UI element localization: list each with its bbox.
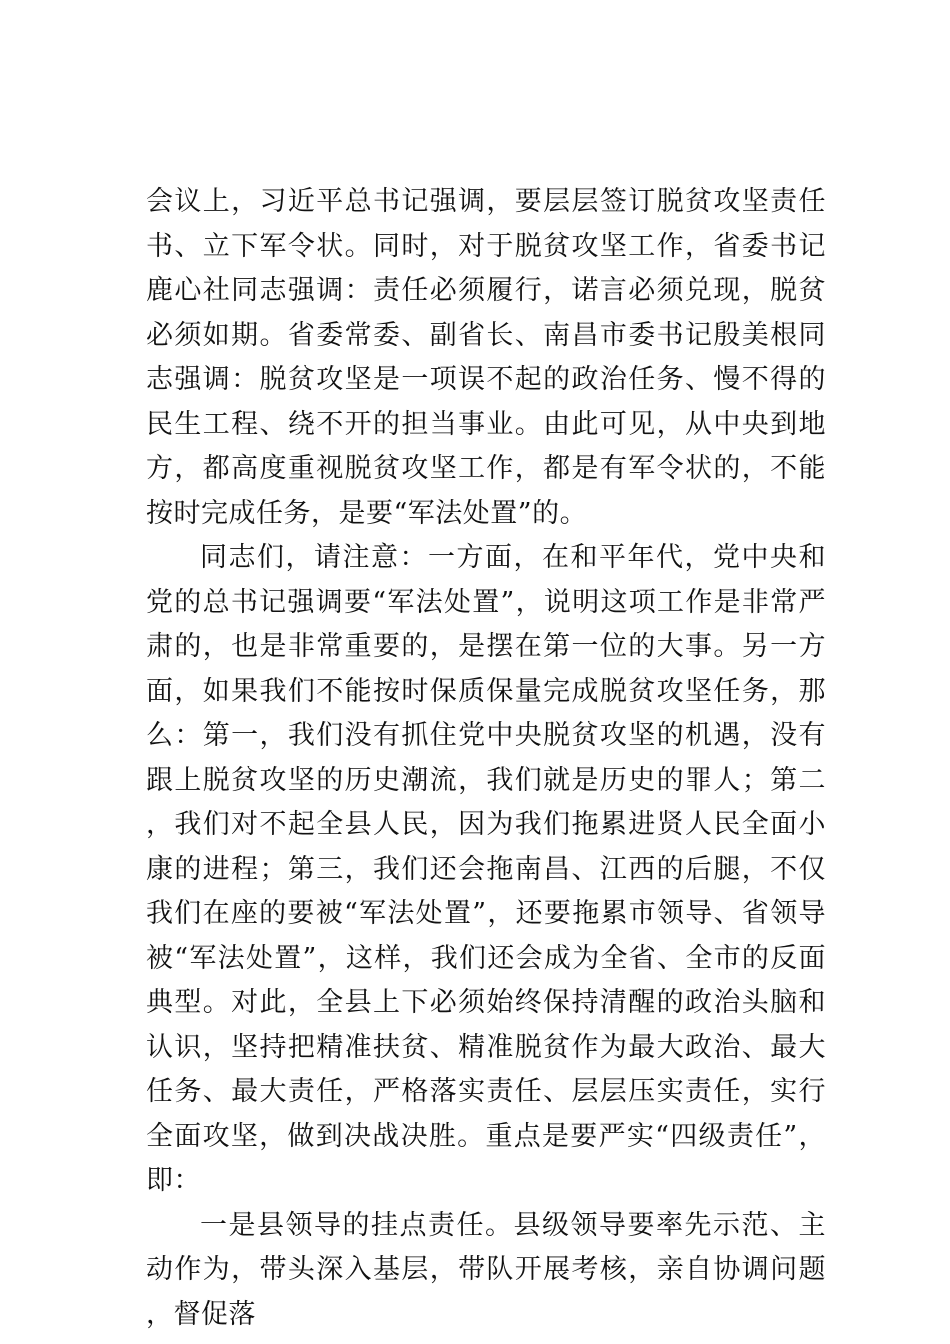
paragraph-3: 一是县领导的挂点责任。县级领导要率先示范、主动作为，带头深入基层，带队开展考核，亲自协调问题，督促落 <box>146 1209 826 1330</box>
paragraph-1: 会议上，习近平总书记强调，要层层签订脱贫攻坚责任书、立下军令状。同时，对于脱贫攻坚工作，省委书记鹿心社同志强调：责任必须履行，诺言必须兑现，脱贫必须如期。省委常委、副省长、南昌市委书记殷美根同志强调：脱贫攻坚是一项误不起的政治任务、慢不得的民生工程、绕不开的担当事业。由此可见，从中央到地方，都高度重视脱贫攻坚工作，都是有军令状的，不能按时完成任务，是要“军法处置”的。 <box>146 186 826 529</box>
paragraph-2: 同志们，请注意：一方面，在和平年代，党中央和党的总书记强调要“军法处置”，说明这项工作是非常严肃的，也是非常重要的，是摆在第一位的大事。另一方面，如果我们不能按时保质保量完成脱贫攻坚任务，那么：第一，我们没有抓住党中央脱贫攻坚的机遇，没有跟上脱贫攻坚的历史潮流，我们就是历史的罪人；第二，我们对不起全县人民，因为我们拖累进贤人民全面小康的进程；第三，我们还会拖南昌、江西的后腿，不仅我们在座的要被“军法处置”，还要拖累市领导、省领导被“军法处置”，这样，我们还会成为全省、全市的反面典型。对此，全县上下必须始终保持清醒的政治头脑和认识，坚持把精准扶贫、精准脱贫作为最大政治、最大任务、最大责任，严格落实责任、层层压实责任，实行全面攻坚，做到决战决胜。重点是要严实“四级责任”，即： <box>146 542 826 1196</box>
document-body <box>146 180 826 1337</box>
